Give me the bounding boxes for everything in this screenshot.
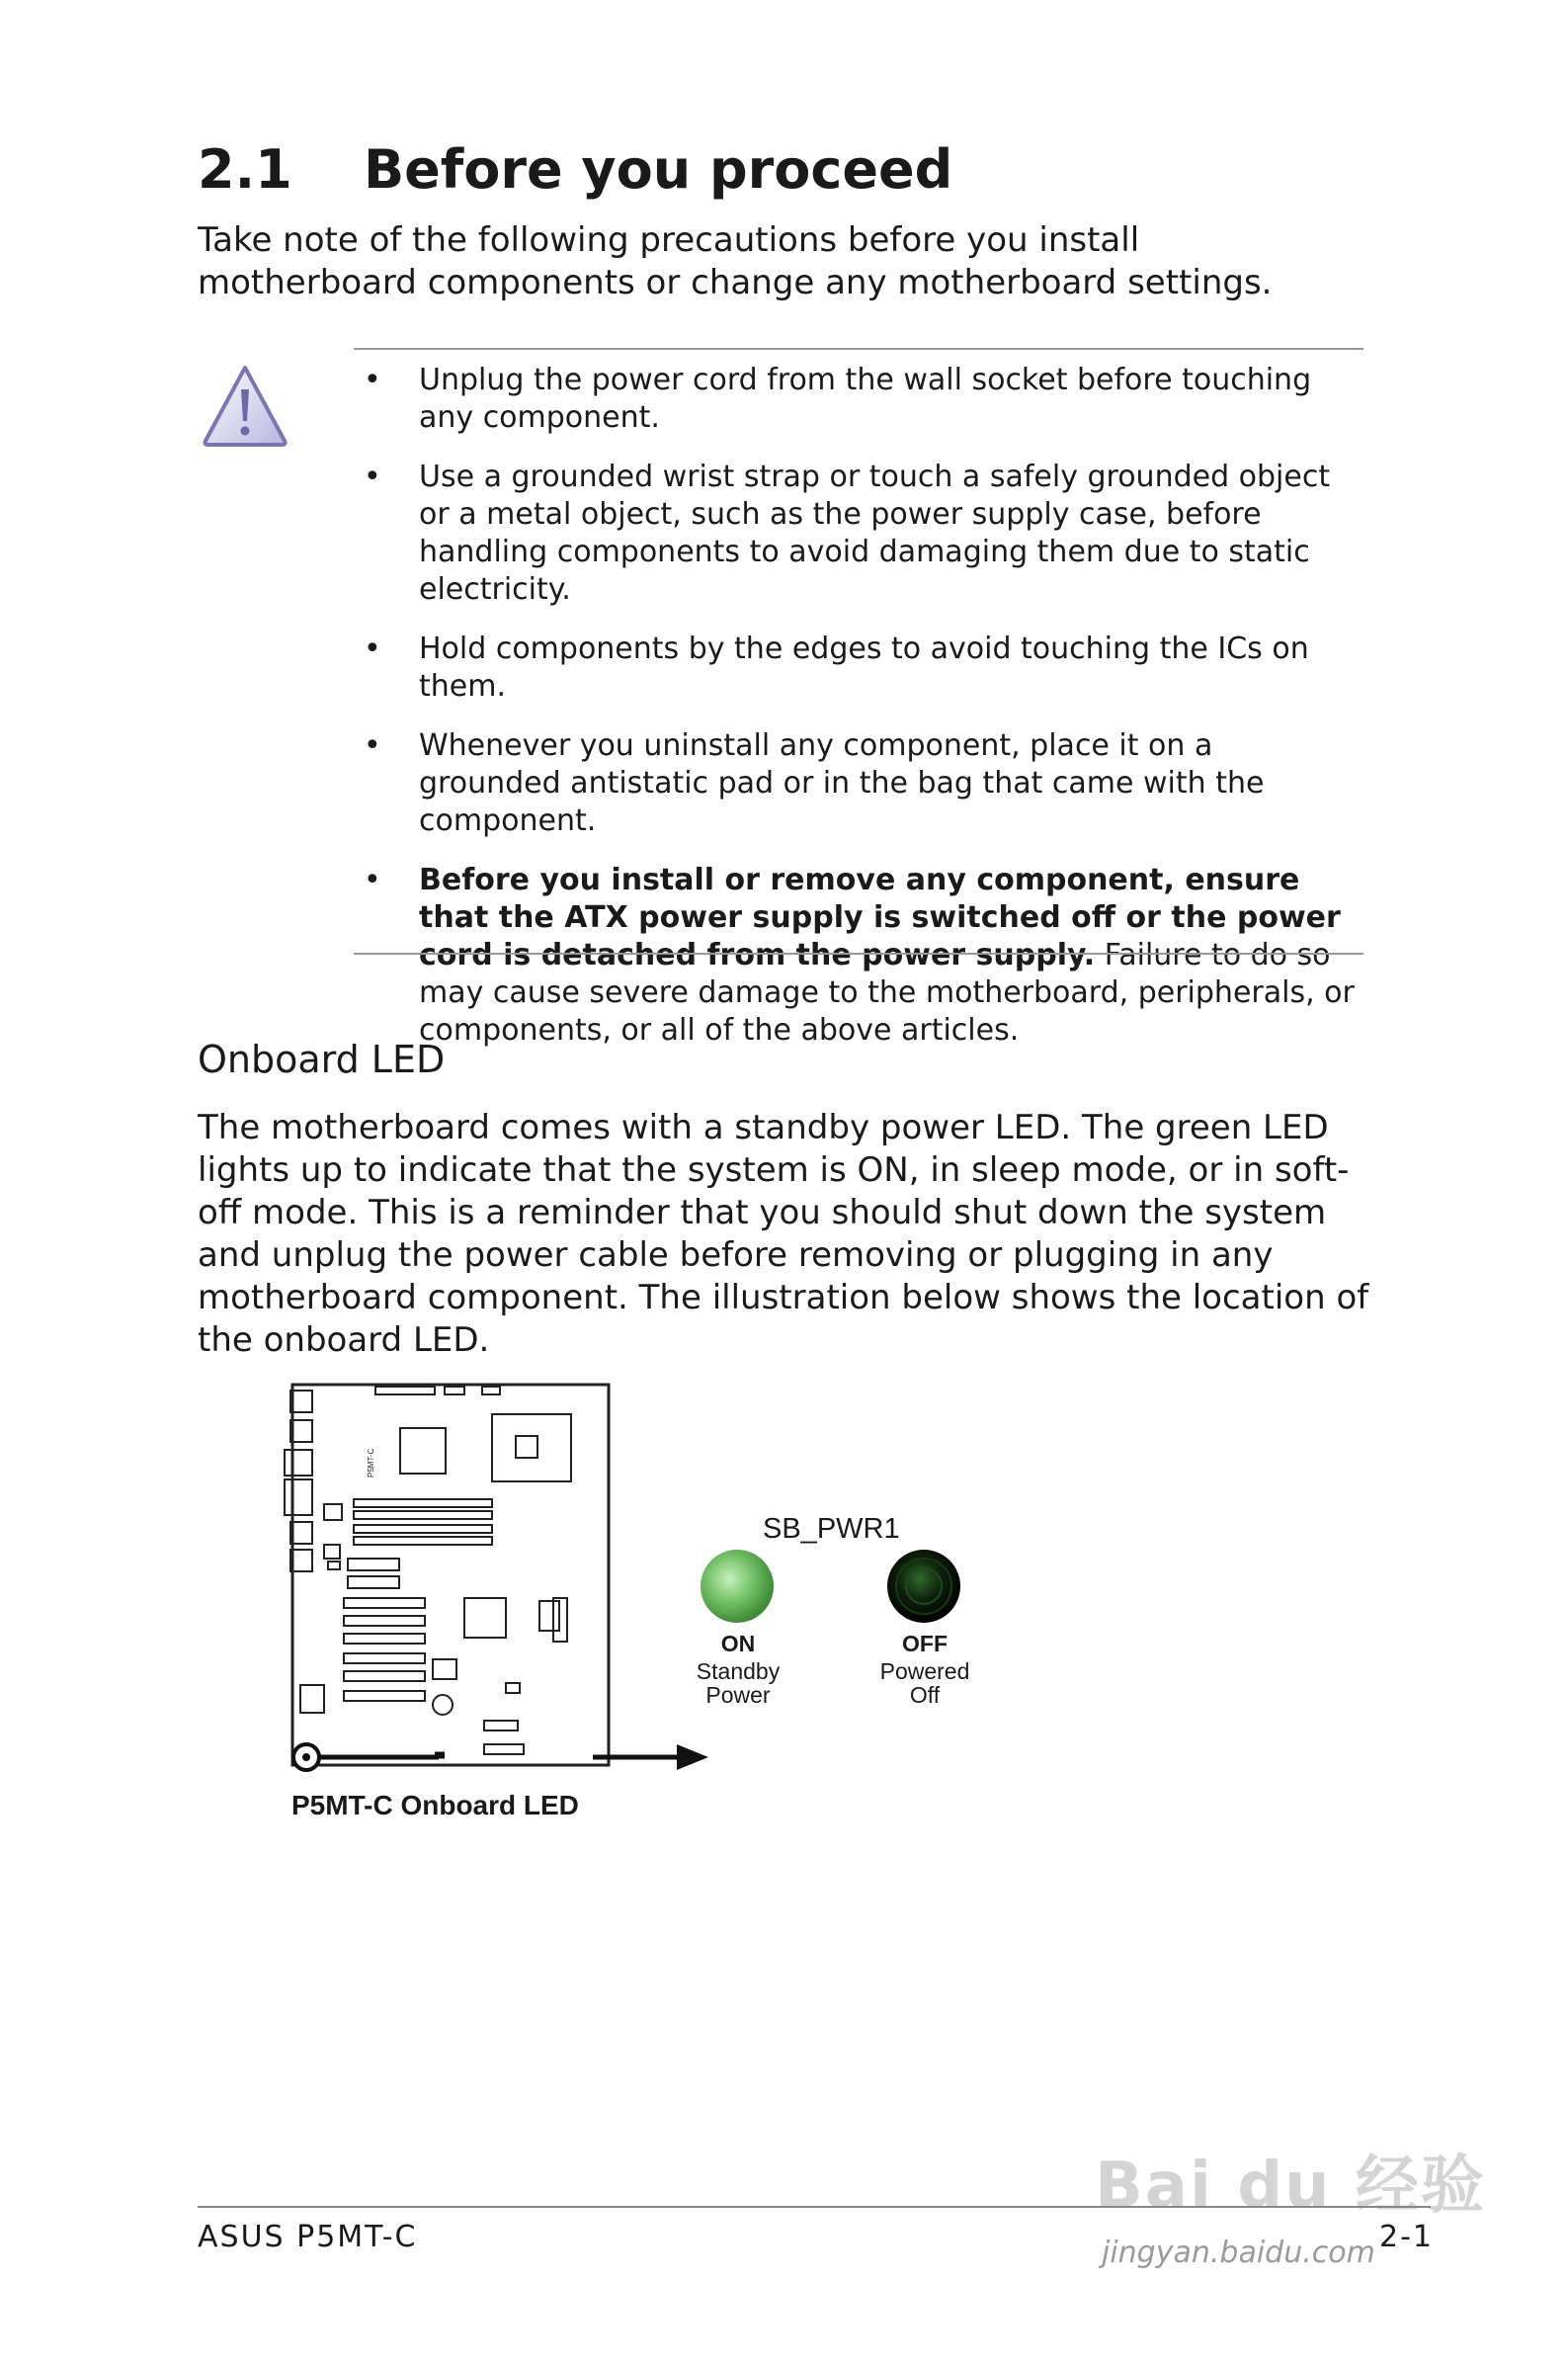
led-name-label: SB_PWR1 bbox=[763, 1513, 900, 1545]
led-on-desc-1: Standby bbox=[696, 1658, 781, 1684]
led-on-desc-2: Power bbox=[705, 1682, 771, 1708]
list-item: • Hold components by the edges to avoid touching the ICs on them. bbox=[364, 632, 1309, 704]
list-item: • Before you install or remove any component, ensure that the ATX power supply is switched off or the power cord is detached from the power supply. Failure to do so may cause severe damage to the motherboard, peripherals, or components, or all of the above articles. bbox=[364, 863, 1355, 1048]
warning-bottom-rule bbox=[354, 953, 1363, 955]
section-number: 2.1 bbox=[198, 138, 292, 201]
list-item: • Use a grounded wrist strap or touch a safely grounded object or a metal object, such as the power supply case, before handling components to avoid damaging them due to static electricity. bbox=[364, 460, 1331, 607]
onboard-led-paragraph: The motherboard comes with a standby power LED. The green LED lights up to indicate that the system is ON, in sleep mode, or in soft-off mode. This is a reminder that you should shut down the system and unplug the power cable before removing or plugging in any motherboard component. The illustration below shows the location of the onboard LED. bbox=[198, 1108, 1369, 1360]
led-off-state: OFF bbox=[902, 1631, 948, 1656]
led-off-bulb bbox=[887, 1550, 960, 1623]
warning-triangle-icon bbox=[202, 364, 289, 449]
led-off-desc-2: Off bbox=[909, 1682, 941, 1708]
watermark-url: jingyan.baidu.com bbox=[1102, 2236, 1375, 2270]
list-item: • Whenever you uninstall any component, place it on a grounded antistatic pad or in the bag that came with the component. bbox=[364, 728, 1265, 838]
led-off-desc-1: Powered bbox=[879, 1658, 970, 1684]
board-label: P5MT-C bbox=[367, 1448, 375, 1478]
onboard-led-heading: Onboard LED bbox=[198, 1038, 446, 1081]
warning-top-rule bbox=[354, 348, 1363, 350]
intro-paragraph: Take note of the following precautions before you install motherboard components or change any motherboard settings. bbox=[198, 220, 1273, 302]
section-title: Before you proceed bbox=[364, 138, 953, 201]
footer-rule bbox=[198, 2206, 1431, 2208]
precautions-list bbox=[354, 362, 1363, 1071]
watermark-brand: Bai du 经验 bbox=[1095, 2150, 1486, 2223]
led-on-state: ON bbox=[720, 1631, 756, 1656]
footer-product: ASUS P5MT-C bbox=[198, 2220, 418, 2254]
motherboard-diagram bbox=[277, 1369, 1028, 1794]
list-item: • Unplug the power cord from the wall socket before touching any component. bbox=[364, 363, 1312, 435]
led-on-bulb bbox=[701, 1550, 774, 1623]
diagram-caption: P5MT-C Onboard LED bbox=[291, 1790, 579, 1820]
footer-page-number: 2-1 bbox=[1379, 2220, 1434, 2254]
bold-warning: Before you install or remove any component, ensure that the ATX power supply is switched off or the power cord is detached from the power supply. bbox=[419, 863, 1341, 972]
